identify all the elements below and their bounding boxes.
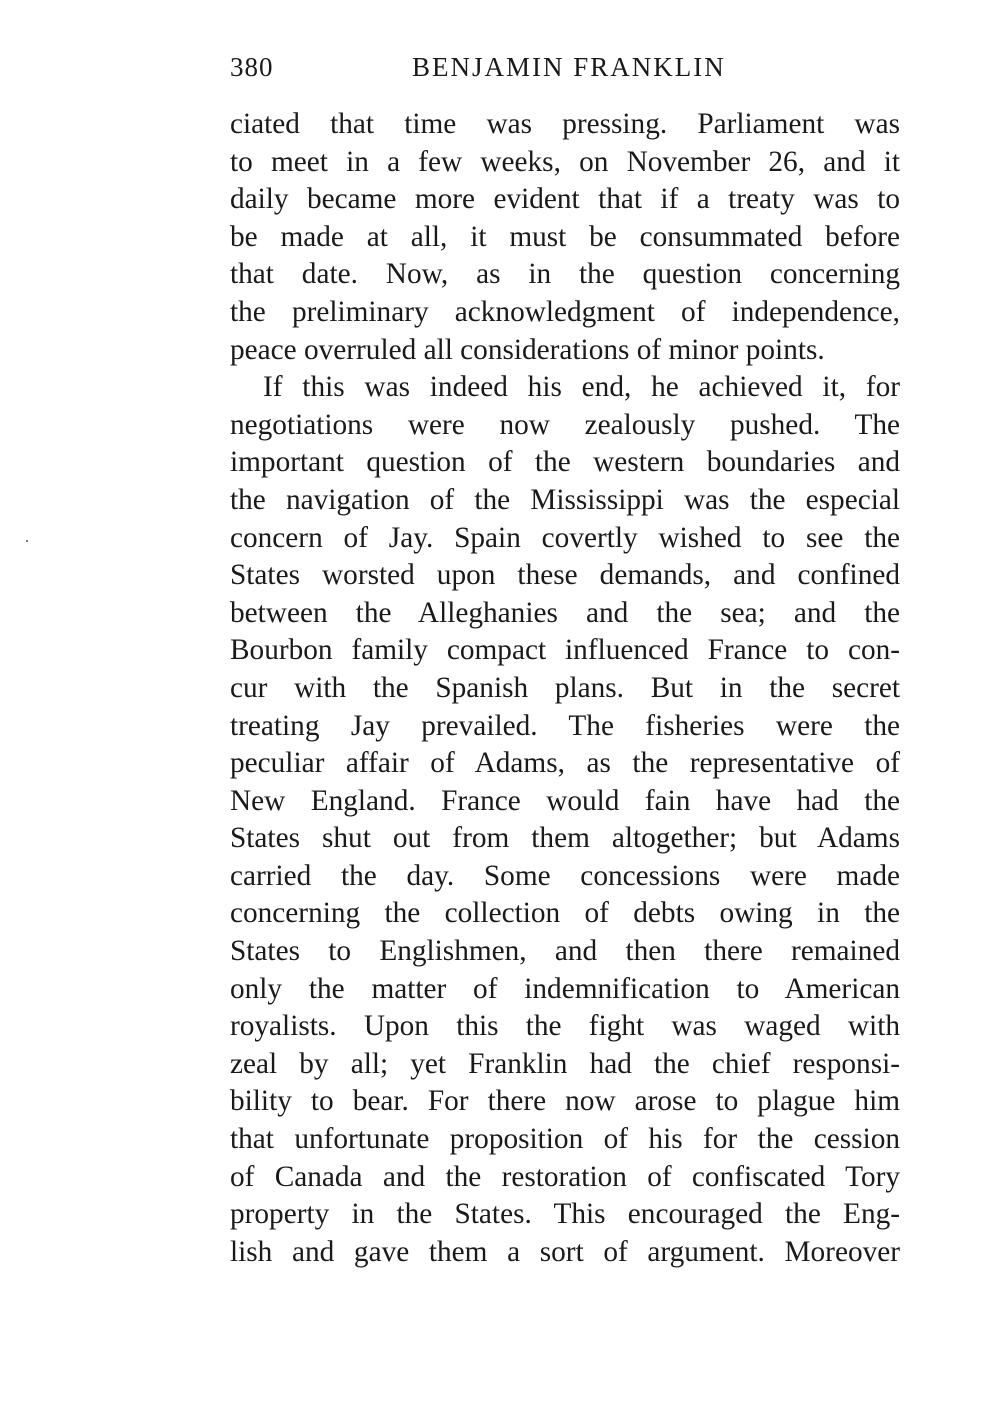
text-line: that date. Now, as in the question concerning — [230, 258, 900, 291]
text-line: peace overruled all considerations of minor points. — [230, 333, 825, 366]
text-line: treating Jay prevailed. The fisheries were the — [230, 709, 900, 742]
text-line: carried the day. Some concessions were made — [230, 859, 900, 892]
text-line: States worsted upon these demands, and confined — [230, 559, 900, 592]
body-text — [230, 106, 900, 1271]
text-line: concerning the collection of debts owing in the — [230, 897, 900, 930]
print-speck — [26, 540, 28, 542]
text-line: of Canada and the restoration of confiscated Tory — [230, 1160, 900, 1193]
running-title: BENJAMIN FRANKLIN — [412, 52, 726, 82]
page-number: 380 — [230, 52, 274, 82]
text-line: peculiar affair of Adams, as the representative of — [230, 747, 900, 780]
text-line: If this was indeed his end, he achieved it, for — [263, 371, 900, 404]
text-line: royalists. Upon this the fight was waged with — [230, 1010, 900, 1043]
text-line: the navigation of the Mississippi was the especial — [230, 483, 900, 516]
text-line: lish and gave them a sort of argument. Moreover — [230, 1235, 900, 1268]
text-line: property in the States. This encouraged the Eng- — [230, 1198, 900, 1231]
text-line: negotiations were now zealously pushed. The — [230, 408, 900, 441]
text-line: daily became more evident that if a treaty was to — [230, 183, 900, 216]
text-line: zeal by all; yet Franklin had the chief responsi- — [230, 1047, 900, 1080]
text-line: the preliminary acknowledgment of independence, — [230, 295, 900, 328]
text-line: States to Englishmen, and then there remained — [230, 935, 900, 968]
text-line: to meet in a few weeks, on November 26, and it — [230, 145, 900, 178]
text-line: be made at all, it must be consummated before — [230, 220, 900, 253]
text-line: bility to bear. For there now arose to plague him — [230, 1085, 900, 1118]
running-head — [230, 52, 900, 92]
text-line: important question of the western boundaries and — [230, 446, 900, 479]
text-line: States shut out from them altogether; but Adams — [230, 822, 900, 855]
text-line: Bourbon family compact influenced France to con- — [230, 634, 900, 667]
text-line: ciated that time was pressing. Parliament was — [230, 108, 900, 140]
text-line: concern of Jay. Spain covertly wished to see the — [230, 521, 900, 554]
text-line: between the Alleghanies and the sea; and the — [230, 596, 900, 629]
text-line: that unfortunate proposition of his for the cession — [230, 1123, 900, 1156]
text-line: New England. France would fain have had the — [230, 784, 900, 817]
text-line: only the matter of indemnification to American — [230, 972, 900, 1005]
text-line: cur with the Spanish plans. But in the secret — [230, 671, 900, 704]
